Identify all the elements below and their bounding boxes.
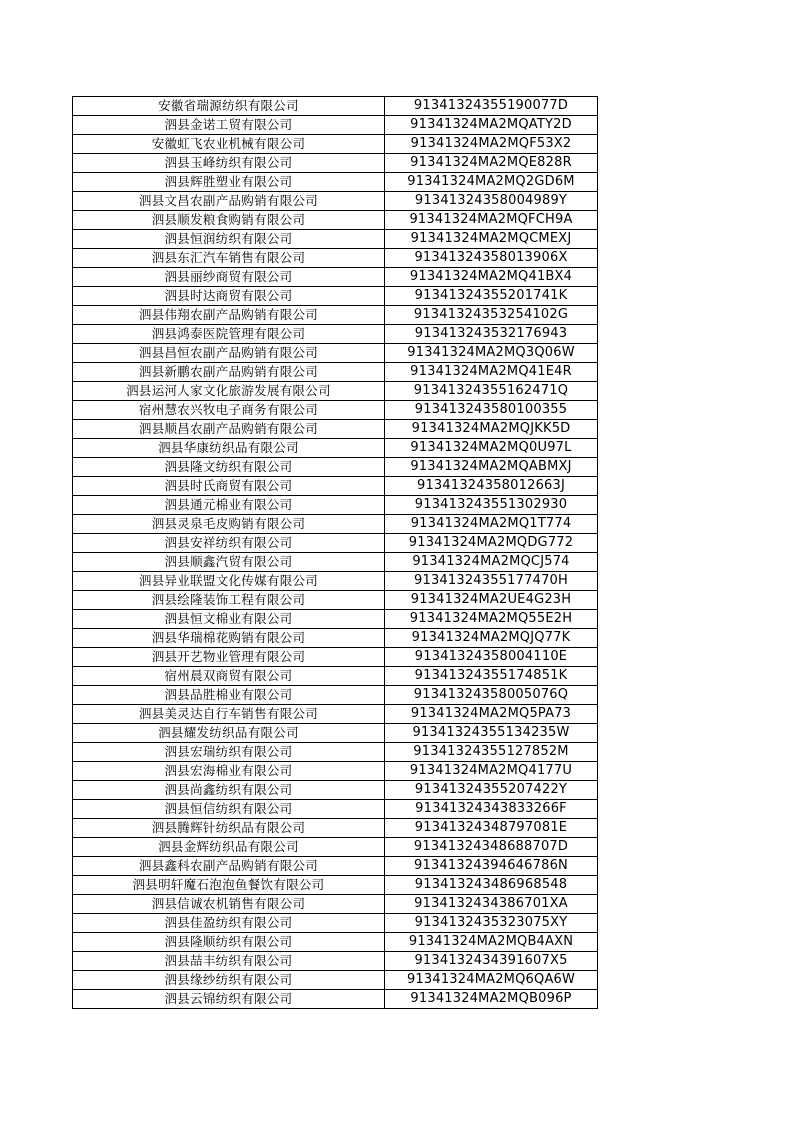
credit-code-cell: 91341324394646786N [385, 857, 598, 876]
table-row [73, 363, 598, 382]
table-row [73, 211, 598, 230]
credit-code-cell: 91341324358012663J [385, 477, 598, 496]
company-name-cell: 安徽省瑞源纺织有限公司 [73, 97, 385, 116]
credit-code-cell: 91341324MA2MQ6QA6W [385, 971, 598, 990]
table-row [73, 838, 598, 857]
table-body [73, 97, 598, 1009]
credit-code-cell: 91341324355174851K [385, 667, 598, 686]
credit-code-cell: 91341324MA2MQJQ77K [385, 629, 598, 648]
company-name-cell: 泗县耀发纺织品有限公司 [73, 724, 385, 743]
company-name-cell: 泗县品胜棉业有限公司 [73, 686, 385, 705]
table-row [73, 458, 598, 477]
credit-code-cell: 91341324MA2MQE828R [385, 154, 598, 173]
company-name-cell: 泗县隆顺纺织有限公司 [73, 933, 385, 952]
company-name-cell: 泗县金诺工贸有限公司 [73, 116, 385, 135]
company-name-cell: 泗县辉胜塑业有限公司 [73, 173, 385, 192]
company-name-cell: 泗县灵泉毛皮购销有限公司 [73, 515, 385, 534]
credit-code-cell: 91341324355162471Q [385, 382, 598, 401]
table-row [73, 990, 598, 1009]
table-row [73, 287, 598, 306]
company-name-cell: 泗县宏瑞纺织有限公司 [73, 743, 385, 762]
company-name-cell: 泗县异业联盟文化传媒有限公司 [73, 572, 385, 591]
company-name-cell: 宿州慧农兴牧电子商务有限公司 [73, 401, 385, 420]
company-name-cell: 泗县丽纱商贸有限公司 [73, 268, 385, 287]
credit-code-cell: 91341324355177470H [385, 572, 598, 591]
table-row [73, 515, 598, 534]
table-row [73, 724, 598, 743]
table-row [73, 743, 598, 762]
table-row [73, 154, 598, 173]
credit-code-cell: 91341324MA2MQFCH9A [385, 211, 598, 230]
table-row [73, 971, 598, 990]
credit-code-cell: 91341324MA2MQ1T774 [385, 515, 598, 534]
table-row [73, 268, 598, 287]
company-name-cell: 泗县隆文纺织有限公司 [73, 458, 385, 477]
table-row [73, 420, 598, 439]
credit-code-cell: 91341324358013906X [385, 249, 598, 268]
credit-code-cell: 91341324MA2MQJKK5D [385, 420, 598, 439]
company-name-cell: 泗县腾辉针纺织品有限公司 [73, 819, 385, 838]
table-row [73, 192, 598, 211]
company-name-cell: 泗县顺发粮食购销有限公司 [73, 211, 385, 230]
company-name-cell: 泗县顺鑫汽贸有限公司 [73, 553, 385, 572]
credit-code-cell: 91341324348688707D [385, 838, 598, 857]
company-name-cell: 安徽虹飞农业机械有限公司 [73, 135, 385, 154]
credit-code-cell: 91341324MA2MQ5PA73 [385, 705, 598, 724]
credit-code-cell: 91341324MA2MQ2GD6M [385, 173, 598, 192]
table-row [73, 572, 598, 591]
credit-code-cell: 91341324355207422Y [385, 781, 598, 800]
company-name-cell: 泗县玉峰纺织有限公司 [73, 154, 385, 173]
credit-code-cell: 91341324355190077D [385, 97, 598, 116]
company-name-cell: 泗县昌恒农副产品购销有限公司 [73, 344, 385, 363]
company-name-cell: 泗县金辉纺织品有限公司 [73, 838, 385, 857]
credit-code-cell: 9134132435323075XY [385, 914, 598, 933]
company-name-cell: 泗县宏海棉业有限公司 [73, 762, 385, 781]
table-row [73, 914, 598, 933]
company-name-cell: 泗县鸿泰医院管理有限公司 [73, 325, 385, 344]
company-name-cell: 泗县喆丰纺织有限公司 [73, 952, 385, 971]
credit-code-cell: 91341324MA2MQF53X2 [385, 135, 598, 154]
table-row [73, 952, 598, 971]
table-row [73, 591, 598, 610]
company-name-cell: 泗县缘纱纺织有限公司 [73, 971, 385, 990]
table-row [73, 401, 598, 420]
table-row [73, 781, 598, 800]
table-row [73, 306, 598, 325]
credit-code-cell: 91341324MA2UE4G23H [385, 591, 598, 610]
company-name-cell: 泗县绘隆装饰工程有限公司 [73, 591, 385, 610]
table-row [73, 325, 598, 344]
company-name-cell: 泗县信诚农机销售有限公司 [73, 895, 385, 914]
credit-code-cell: 913413243532176943 [385, 325, 598, 344]
company-name-cell: 泗县华瑞棉花购销有限公司 [73, 629, 385, 648]
credit-code-cell: 91341324358004989Y [385, 192, 598, 211]
company-name-cell: 泗县顺昌农副产品购销有限公司 [73, 420, 385, 439]
credit-code-cell: 91341324355134235W [385, 724, 598, 743]
company-name-cell: 泗县美灵达自行车销售有限公司 [73, 705, 385, 724]
table-row [73, 116, 598, 135]
company-name-cell: 泗县时达商贸有限公司 [73, 287, 385, 306]
company-name-cell: 泗县伟翔农副产品购销有限公司 [73, 306, 385, 325]
table-row [73, 933, 598, 952]
credit-code-cell: 91341324MA2MQABMXJ [385, 458, 598, 477]
credit-code-cell: 91341324MA2MQ41BX4 [385, 268, 598, 287]
credit-code-cell: 9134132434391607X5 [385, 952, 598, 971]
credit-code-cell: 91341324358005076Q [385, 686, 598, 705]
table-row [73, 895, 598, 914]
table-row [73, 230, 598, 249]
company-name-cell: 泗县安祥纺织有限公司 [73, 534, 385, 553]
table-row [73, 344, 598, 363]
table-row [73, 439, 598, 458]
credit-code-cell: 91341324MA2MQDG772 [385, 534, 598, 553]
credit-code-cell: 91341324MA2MQ0U97L [385, 439, 598, 458]
credit-code-cell: 91341324MA2MQ4177U [385, 762, 598, 781]
credit-code-cell: 91341324MA2MQB4AXN [385, 933, 598, 952]
company-name-cell: 泗县恒文棉业有限公司 [73, 610, 385, 629]
company-name-cell: 泗县恒信纺织有限公司 [73, 800, 385, 819]
credit-code-cell: 91341324353254102G [385, 306, 598, 325]
company-name-cell: 泗县鑫科农副产品购销有限公司 [73, 857, 385, 876]
company-name-cell: 泗县时氏商贸有限公司 [73, 477, 385, 496]
company-name-cell: 泗县佳盈纺织有限公司 [73, 914, 385, 933]
credit-code-cell: 91341324348797081E [385, 819, 598, 838]
table-row [73, 648, 598, 667]
table-row [73, 762, 598, 781]
company-name-cell: 宿州晨双商贸有限公司 [73, 667, 385, 686]
table-row [73, 686, 598, 705]
table-row [73, 705, 598, 724]
table-row [73, 819, 598, 838]
credit-code-cell: 91341324MA2MQ3Q06W [385, 344, 598, 363]
company-name-cell: 泗县明轩魔石泡泡鱼餐饮有限公司 [73, 876, 385, 895]
company-name-cell: 泗县华康纺织品有限公司 [73, 439, 385, 458]
credit-code-cell: 91341324MA2MQ55E2H [385, 610, 598, 629]
table-row [73, 857, 598, 876]
table-row [73, 800, 598, 819]
credit-code-cell: 91341324MA2MQCJ574 [385, 553, 598, 572]
table-row [73, 876, 598, 895]
credit-code-cell: 91341324MA2MQ41E4R [385, 363, 598, 382]
credit-code-cell: 91341324355201741K [385, 287, 598, 306]
credit-code-cell: 913413243580100355 [385, 401, 598, 420]
credit-code-cell: 91341324343833266F [385, 800, 598, 819]
table-row [73, 249, 598, 268]
credit-code-cell: 913413243551302930 [385, 496, 598, 515]
table-row [73, 477, 598, 496]
credit-code-cell: 91341324MA2MQATY2D [385, 116, 598, 135]
company-name-cell: 泗县文昌农副产品购销有限公司 [73, 192, 385, 211]
table-row [73, 629, 598, 648]
table-row [73, 135, 598, 154]
company-name-cell: 泗县东汇汽车销售有限公司 [73, 249, 385, 268]
company-name-cell: 泗县开艺物业管理有限公司 [73, 648, 385, 667]
table-row [73, 553, 598, 572]
table-row [73, 534, 598, 553]
table-row [73, 382, 598, 401]
company-credit-code-table [72, 96, 598, 1009]
credit-code-cell: 91341324MA2MQCMEXJ [385, 230, 598, 249]
credit-code-cell: 913413243486968548 [385, 876, 598, 895]
company-name-cell: 泗县通元棉业有限公司 [73, 496, 385, 515]
company-name-cell: 泗县云锦纺织有限公司 [73, 990, 385, 1009]
company-name-cell: 泗县尚鑫纺织有限公司 [73, 781, 385, 800]
credit-code-cell: 91341324355127852M [385, 743, 598, 762]
table-row [73, 610, 598, 629]
credit-code-cell: 91341324358004110E [385, 648, 598, 667]
company-name-cell: 泗县新鹏农副产品购销有限公司 [73, 363, 385, 382]
company-name-cell: 泗县恒润纺织有限公司 [73, 230, 385, 249]
company-name-cell: 泗县运河人家文化旅游发展有限公司 [73, 382, 385, 401]
table-row [73, 496, 598, 515]
table-row [73, 173, 598, 192]
credit-code-cell: 9134132434386701XA [385, 895, 598, 914]
table-row [73, 97, 598, 116]
credit-code-cell: 91341324MA2MQB096P [385, 990, 598, 1009]
table-row [73, 667, 598, 686]
